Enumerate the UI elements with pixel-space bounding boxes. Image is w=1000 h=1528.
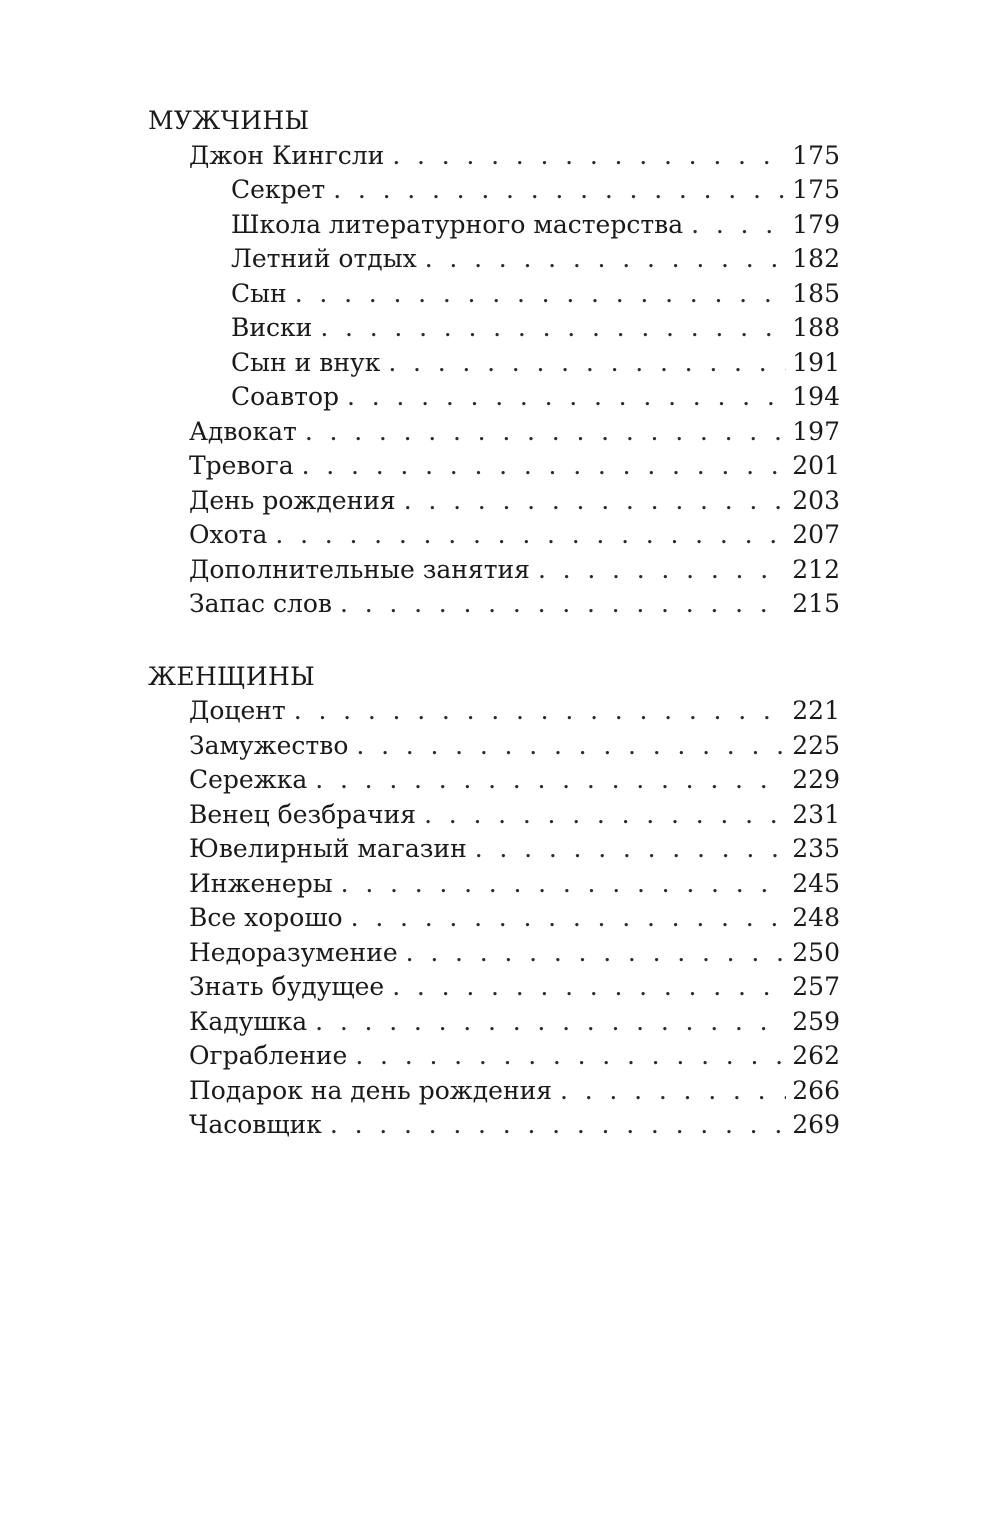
toc-entry[interactable] (148, 694, 840, 729)
toc-entry[interactable] (148, 1108, 840, 1143)
entry-title: Часовщик (189, 1110, 322, 1139)
toc-entry[interactable] (148, 208, 840, 243)
entry-page: 266 (792, 1075, 840, 1105)
entry-title: Недоразумение (189, 937, 398, 967)
dot-leader (315, 763, 786, 798)
entry-page: 188 (792, 313, 840, 342)
entry-page: 245 (792, 868, 840, 898)
toc-entry[interactable] (148, 242, 840, 277)
entry-title: Ювелирный магазин (189, 834, 467, 863)
dot-leader (425, 242, 786, 277)
toc-entry[interactable] (148, 901, 840, 936)
dot-leader (305, 415, 786, 450)
entry-page: 231 (792, 799, 840, 829)
toc-entry[interactable] (148, 587, 840, 622)
dot-leader (341, 867, 786, 902)
entry-title: Венец безбрачия (189, 799, 417, 829)
dot-leader (340, 587, 786, 622)
section-men (148, 104, 840, 622)
entry-title: День рождения (189, 485, 396, 515)
entry-title: Тревога (189, 451, 294, 480)
dot-leader (330, 1108, 786, 1143)
entry-title: Дополнительные занятия (189, 554, 530, 584)
entry-page: 212 (792, 554, 840, 584)
entry-page: 235 (792, 834, 840, 863)
dot-leader (538, 553, 786, 588)
entry-title: Сын и внук (231, 347, 381, 377)
entry-title: Летний отдых (231, 244, 417, 273)
dot-leader (315, 1005, 786, 1040)
entry-page: 225 (792, 730, 840, 760)
section-title: ЖЕНЩИНЫ (148, 661, 315, 691)
dot-leader (302, 449, 786, 484)
toc-entry[interactable] (148, 832, 840, 867)
entry-title: Инженеры (189, 868, 333, 898)
toc-entry[interactable] (148, 484, 840, 519)
dot-leader (275, 518, 786, 553)
entry-page: 175 (792, 140, 840, 170)
section-divider (148, 622, 840, 660)
dot-leader (404, 484, 786, 519)
section-title: МУЖЧИНЫ (148, 106, 310, 135)
dot-leader (424, 798, 786, 833)
toc-entry[interactable] (148, 518, 840, 553)
entry-title: Запас слов (189, 589, 333, 618)
dot-leader (356, 729, 786, 764)
toc-entry[interactable] (148, 1074, 840, 1109)
dot-leader (388, 346, 786, 381)
entry-title: Доцент (189, 696, 286, 725)
dot-leader (320, 311, 786, 346)
toc-entry[interactable] (148, 798, 840, 833)
entry-page: 250 (792, 937, 840, 967)
entry-title: Секрет (231, 175, 326, 204)
dot-leader (560, 1074, 786, 1109)
entry-title: Сережка (189, 765, 308, 794)
entry-page: 197 (792, 416, 840, 446)
entry-page: 215 (792, 589, 840, 618)
toc-entry[interactable] (148, 867, 840, 902)
entry-title: Охота (189, 520, 268, 549)
entry-page: 179 (792, 209, 840, 239)
dot-leader (347, 380, 786, 415)
entry-title: Соавтор (231, 382, 340, 411)
toc-entry[interactable] (148, 729, 840, 764)
entry-title: Все хорошо (189, 903, 343, 932)
toc-entry[interactable] (148, 553, 840, 588)
entry-page: 221 (792, 696, 840, 725)
entry-page: 229 (792, 765, 840, 794)
entry-page: 257 (792, 972, 840, 1001)
toc-entry[interactable] (148, 311, 840, 346)
entry-page: 185 (792, 278, 840, 308)
entry-page: 262 (792, 1041, 840, 1070)
toc-entry[interactable] (148, 763, 840, 798)
dot-leader (294, 694, 786, 729)
toc-entry[interactable] (148, 277, 840, 312)
toc-entry[interactable] (148, 1005, 840, 1040)
section-women (148, 660, 840, 1143)
dot-leader (406, 936, 786, 971)
toc-entry[interactable] (148, 936, 840, 971)
toc-entry[interactable] (148, 173, 840, 208)
entry-title: Знать будущее (189, 972, 385, 1001)
entry-page: 203 (792, 485, 840, 515)
entry-title: Сын (231, 278, 287, 308)
toc-entry[interactable] (148, 970, 840, 1005)
entry-page: 191 (792, 347, 840, 377)
dot-leader (333, 173, 786, 208)
dot-leader (351, 901, 786, 936)
toc-entry[interactable] (148, 449, 840, 484)
dot-leader (355, 1039, 786, 1074)
dot-leader (392, 970, 786, 1005)
dot-leader (691, 208, 786, 243)
dot-leader (295, 277, 786, 312)
entry-title: Подарок на день рождения (189, 1075, 553, 1105)
entry-title: Замужество (189, 730, 349, 760)
toc-entry[interactable] (148, 1039, 840, 1074)
entry-page: 248 (792, 903, 840, 932)
entry-page: 269 (792, 1110, 840, 1139)
entry-title: Школа литературного мастерства (231, 209, 684, 239)
dot-leader (475, 832, 786, 867)
entry-title: Ограбление (189, 1041, 348, 1070)
toc-entry[interactable] (148, 415, 840, 450)
table-of-contents (148, 104, 840, 1143)
entry-page: 182 (792, 244, 840, 273)
entry-title: Виски (231, 313, 313, 342)
entry-title: Джон Кингсли (189, 140, 385, 170)
toc-entry[interactable] (148, 380, 840, 415)
entry-page: 201 (792, 451, 840, 480)
toc-entry[interactable] (148, 139, 840, 174)
entry-page: 175 (792, 175, 840, 204)
dot-leader (392, 139, 786, 174)
entry-page: 259 (792, 1006, 840, 1036)
entry-page: 207 (792, 520, 840, 549)
toc-entry[interactable] (148, 346, 840, 381)
entry-title: Адвокат (189, 416, 297, 446)
entry-page: 194 (792, 382, 840, 411)
entry-title: Кадушка (189, 1006, 308, 1036)
